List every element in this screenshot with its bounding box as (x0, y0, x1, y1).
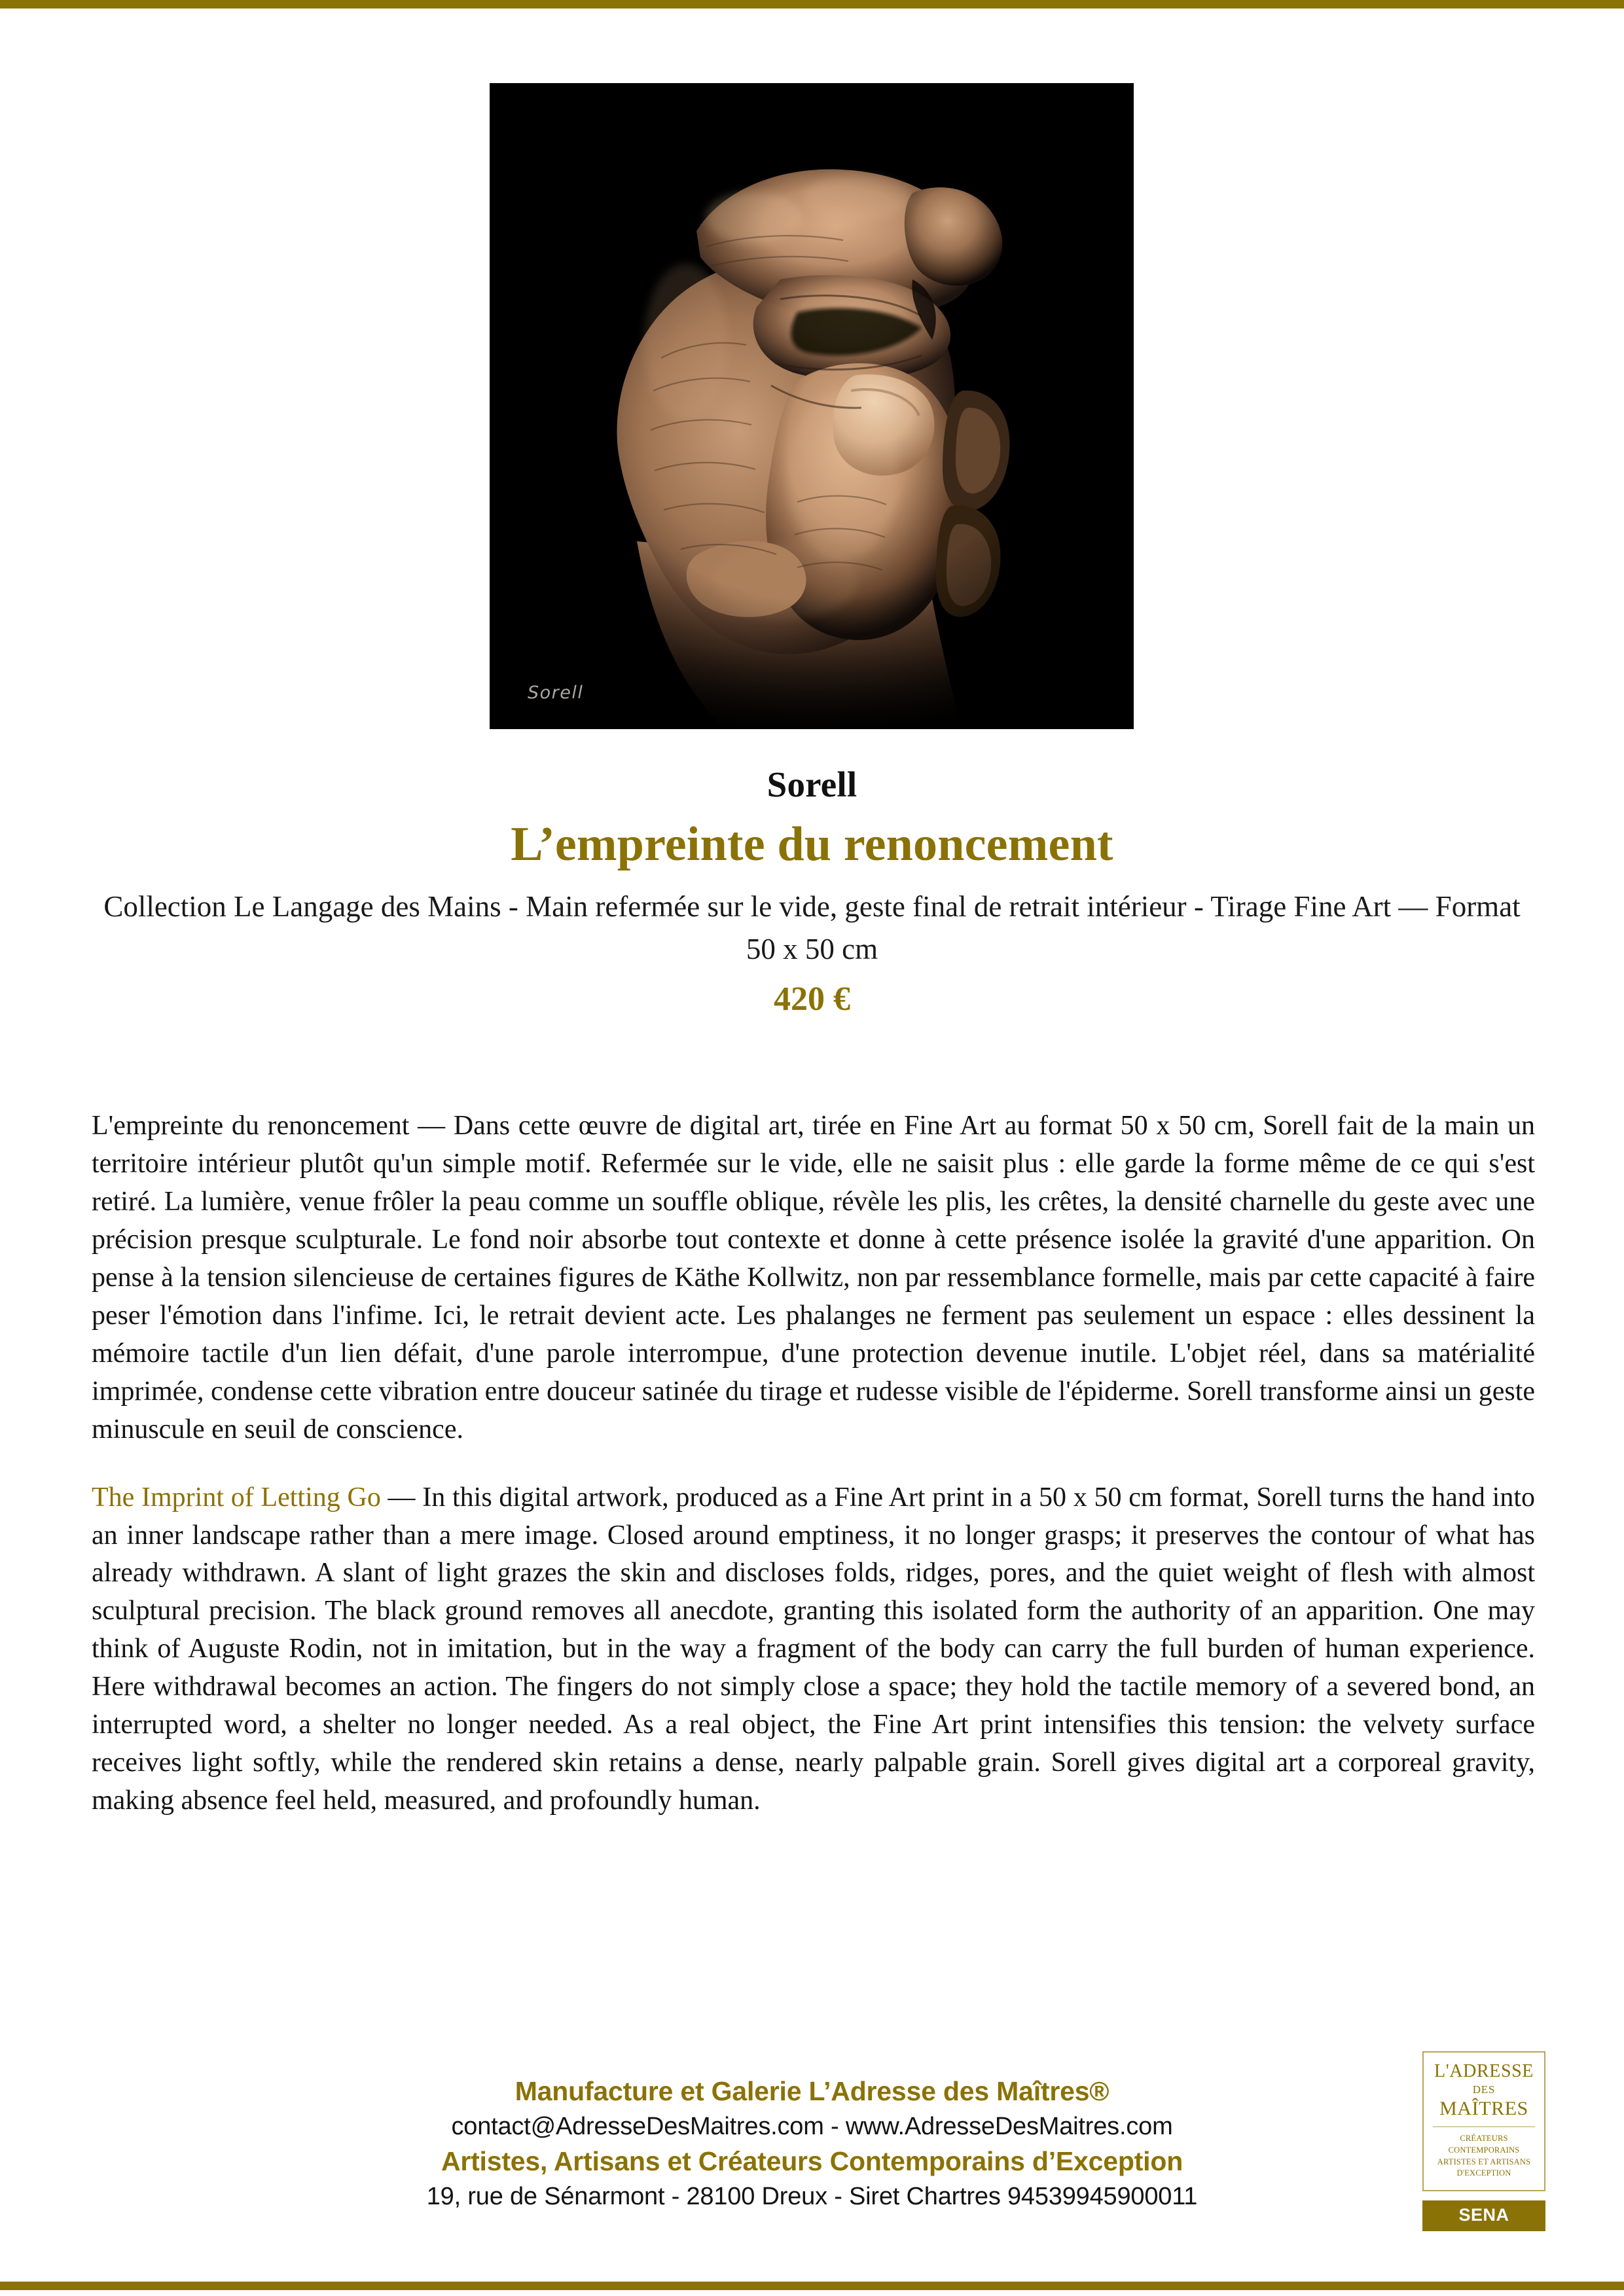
artwork-illustration (490, 83, 1134, 729)
artwork-signature: Sorell (528, 683, 584, 703)
sena-badge (1422, 2200, 1545, 2231)
page-footer (0, 2073, 1624, 2214)
artist-name: Sorell (767, 764, 857, 804)
description-paragraph-en (92, 1479, 1535, 1821)
logo-sub-line-1: CRÉATEURS CONTEMPORAINS (1448, 2134, 1520, 2155)
brand-logo (1422, 2051, 1545, 2231)
description-lede-en: The Imprint of Letting Go (92, 1482, 381, 1513)
logo-line-maitres: MAÎTRES (1439, 2097, 1528, 2119)
description-text-en: — In this digital artwork, produced as a Fine Art print in a 50 x 50 cm format, Sorell turns the hand into an inner landscape rather than a mere image. Closed around emptiness, it no longer grasps; it preserves the contour of what has already withdrawn. A slant of light grazes the skin and discloses folds, ridges, pores, and the quiet weight of flesh with almost sculptural precision. The black ground removes all anecdote, granting this isolated form the authority of an apparition. One may think of Auguste Rodin, not in imitation, but in the way a fragment of the body can carry the full burden of human experience. Here withdrawal becomes an action. The fingers do not simply close a space; they hold the tactile memory of a severed bond, an interrupted word, a shelter no longer needed. As a real object, the Fine Art print intensifies this tension: the velvety surface receives light softly, while the rendered skin retains a dense, nearly palpable grain. Sorell gives digital art a corporeal gravity, making absence feel held, measured, and profoundly human. (92, 1482, 1535, 1816)
logo-line-adresse: L'ADRESSE (1434, 2061, 1534, 2081)
logo-line-des: DES (1472, 2083, 1496, 2096)
logo-divider (1433, 2126, 1535, 2127)
artwork-price: 420 € (774, 980, 850, 1018)
logo-box (1422, 2051, 1545, 2191)
artwork-image (490, 83, 1134, 729)
description-body (92, 1107, 1535, 1820)
footer-company: Manufacture et Galerie L’Adresse des Maîtres® (514, 2076, 1110, 2106)
artwork-title: L’empreinte du renoncement (511, 817, 1113, 871)
footer-contact[interactable]: contact@AdresseDesMaitres.com - www.AdresseDesMaitres.com (451, 2112, 1173, 2140)
logo-sub-line-3: D'EXCEPTION (1456, 2168, 1511, 2178)
artwork-subtitle: Collection Le Langage des Mains - Main refermée sur le vide, geste final de retrait intérieur - Tirage Fine Art — Format 50 x 50 cm (103, 889, 1521, 966)
gold-rule-bottom (0, 2282, 1624, 2290)
footer-address: 19, rue de Sénarmont - 28100 Dreux - Siret Chartres 94539945900011 (426, 2183, 1198, 2211)
sena-badge-label: SENA (1458, 2205, 1509, 2225)
footer-tagline: Artistes, Artisans et Créateurs Contemporains d’Exception (441, 2146, 1183, 2177)
gold-rule-top (0, 0, 1624, 9)
artwork-header (0, 764, 1624, 1018)
logo-sub-line-2: ARTISTES ET ARTISANS (1437, 2157, 1531, 2166)
description-paragraph-fr: L'empreinte du renoncement — Dans cette œuvre de digital art, tirée en Fine Art au format 50 x 50 cm, Sorell fait de la main un territoire intérieur plutôt qu'un simple motif. Refermée sur le vide, elle ne saisit plus : elle garde la forme même de ce qui s'est retiré. La lumière, venue frôler la peau comme un souffle oblique, révèle les plis, les crêtes, la densité charnelle du geste avec une précision presque sculpturale. Le fond noir absorbe tout contexte et donne à cette présence isolée la gravité d'une apparition. On pense à la tension silencieuse de certaines figures de Käthe Kollwitz, non par ressemblance formelle, mais par cette capacité à faire peser l'émotion dans l'infime. Ici, le retrait devient acte. Les phalanges ne ferment pas seulement un espace : elles dessinent la mémoire tactile d'un lien défait, d'une parole interrompue, d'une protection devenue inutile. L'objet réel, dans sa matérialité imprimée, condense cette vibration entre douceur satinée du tirage et rudesse visible de l'épiderme. Sorell transforme ainsi un geste minuscule en seuil de conscience. (92, 1111, 1535, 1444)
